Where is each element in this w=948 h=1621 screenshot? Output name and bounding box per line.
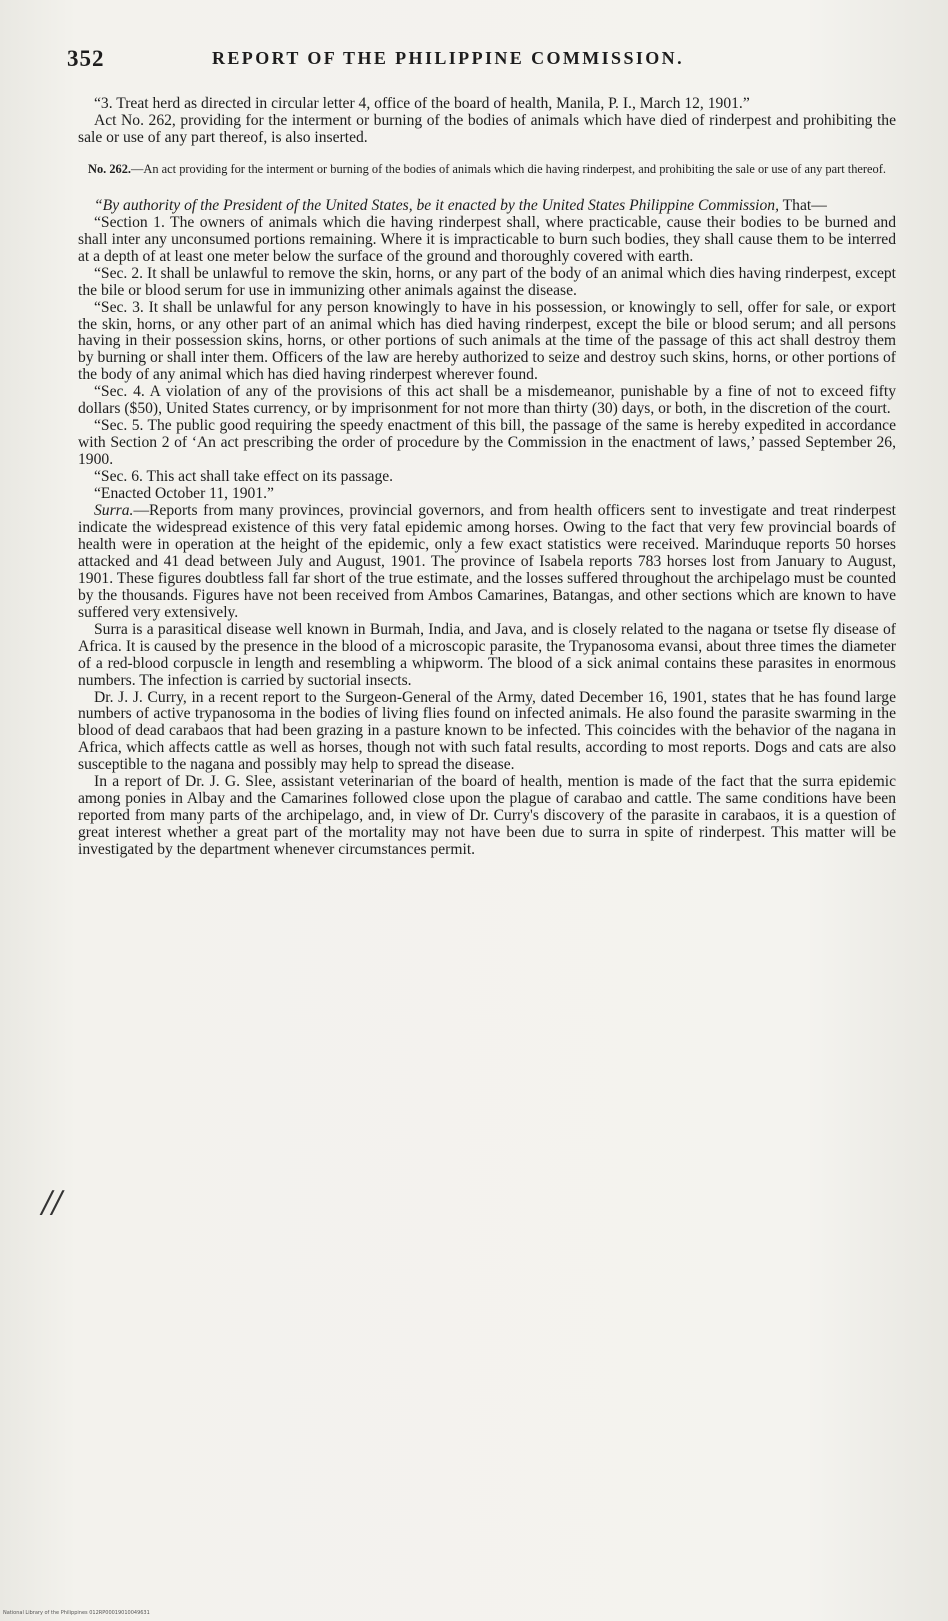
- act-number: No. 262.: [88, 161, 132, 176]
- enacted-date: “Enacted October 11, 1901.”: [94, 485, 274, 503]
- paragraph-curry-report: Dr. J. J. Curry, in a recent report to the Surgeon-General of the Army, dated December 16, 1901, states that he has found large numbers of active trypanosoma in the bodies of living flies found on infected animals. He also found the parasite swarming in the blood of dead carabaos that had been grazing in a pasture known to be infected. This coincides with the behavior of the nagana in Africa, which affects cattle as well as horses, though not with such fatal results, according to most reports. Dogs and cats are also susceptible to the nagana and possibly may help to spread the disease.: [78, 688, 896, 774]
- handwritten-margin-mark: //: [42, 1185, 63, 1220]
- section-5: “Sec. 5. The public good requiring the speedy enactment of this bill, the passage of the same is hereby expedited in accordance with Section 2 of ‘An act prescribing the order of procedure by the Commission in the enactment of laws,’ passed September 26, 1900.: [78, 417, 896, 469]
- page-header: [67, 46, 827, 76]
- enacting-clause-tail: That—: [779, 196, 827, 214]
- surra-reports-text: —Reports from many provinces, provincial governors, and from health officers sent to investigate and treat rinderpest indicate the widespread existence of this very fatal epidemic among horses. Owing to the fact that very few provincial boards of health were in operation at the height of the epidemic, only a few exact statistics were received. Marinduque reports 50 horses attacked and 41 dead between July and August, 1901. The province of Isabela reports 783 horses lost from January to August, 1901. These figures doubtless fall far short of the true estimate, and the losses suffered throughout the archipelago must be counted by the thousands. Figures have not been received from Ambos Camarines, Batangas, and other sections which are known to have suffered very extensively.: [78, 502, 896, 621]
- section-4: “Sec. 4. A violation of any of the provisions of this act shall be a misdemeanor, punishable by a fine of not to exceed fifty dollars ($50), United States currency, or by imprisonment for not more than thirty (30) days, or both, in the discretion of the court.: [78, 383, 896, 418]
- section-1: “Section 1. The owners of animals which die having rinderpest shall, where practicable, cause their bodies to be burned and shall inter any unconsumed portions remaining. Where it is impracticable to burn such bodies, they shall cause them to be interred at a depth of at least one meter below the surface of the ground and thoroughly covered with earth.: [78, 213, 896, 265]
- act-title: [78, 162, 896, 176]
- running-title: REPORT OF THE PHILIPPINE COMMISSION.: [212, 48, 684, 68]
- paragraph-surra-reports: [78, 503, 896, 622]
- paragraph-slee-report: In a report of Dr. J. G. Slee, assistant veterinarian of the board of health, mention is made of the fact that the surra epidemic among ponies in Albay and the Camarines followed close upon the plague of carabao and cattle. The same conditions have been reported from many parts of the archipelago, and, in view of Dr. Curry's discovery of the parasite in carabaos, it is a question of great interest whether a great part of the mortality may not have been due to surra in spite of rinderpest. This matter will be investigated by the department whenever circumstances permit.: [78, 773, 896, 859]
- surra-label: Surra.: [94, 502, 134, 520]
- paragraph-surra-description: Surra is a parasitical disease well known in Burmah, India, and Java, and is closely related to the nagana or tsetse fly disease of Africa. It is caused by the presence in the blood of a microscopic parasite, the Trypanosoma evansi, about three times the diameter of a red-blood corpuscle in length and resembling a whipworm. The blood of a sick animal contains these parasites in enormous numbers. The infection is carried by suctorial insects.: [78, 620, 896, 689]
- section-3: “Sec. 3. It shall be unlawful for any person knowingly to have in his possession, or knowingly to sell, offer for sale, or export the skin, horns, or any other part of an animal which has died having rinderpest, except the bile or blood serum; and all persons having in their possession skins, horns, or other portions of such animals at the time of the passage of this act shall destroy them by burning or shall inter them. Officers of the law are hereby authorized to seize and destroy such skins, horns, or other portions of the body of any animal which has died having rinderpest wherever found.: [78, 298, 896, 384]
- section-2: “Sec. 2. It shall be unlawful to remove the skin, horns, or any part of the body of an animal which dies having rinderpest, except the bile or blood serum for use in immunizing other animals against the disease.: [78, 264, 896, 299]
- paragraph-act-intro: Act No. 262, providing for the interment or burning of the bodies of animals which have died of rinderpest and prohibiting the sale or use of any part thereof, is also inserted.: [78, 111, 896, 146]
- page-number: 352: [67, 46, 105, 71]
- enacting-clause-italic: “By authority of the President of the United States, be it enacted by the United States Philippine Commission,: [94, 196, 780, 214]
- enacting-clause: [78, 198, 896, 215]
- section-6: “Sec. 6. This act shall take effect on its passage.: [94, 468, 394, 486]
- body-text: [78, 96, 896, 859]
- paragraph-circular-letter: “3. Treat herd as directed in circular letter 4, office of the board of health, Manila, P. I., March 12, 1901.”: [94, 95, 750, 112]
- act-title-text: —An act providing for the interment or burning of the bodies of animals which die having rinderpest, and prohibiting the sale or use of any part thereof.: [131, 161, 886, 176]
- footer-credit: National Library of the Philippines 012RP00019010049631: [3, 1610, 150, 1616]
